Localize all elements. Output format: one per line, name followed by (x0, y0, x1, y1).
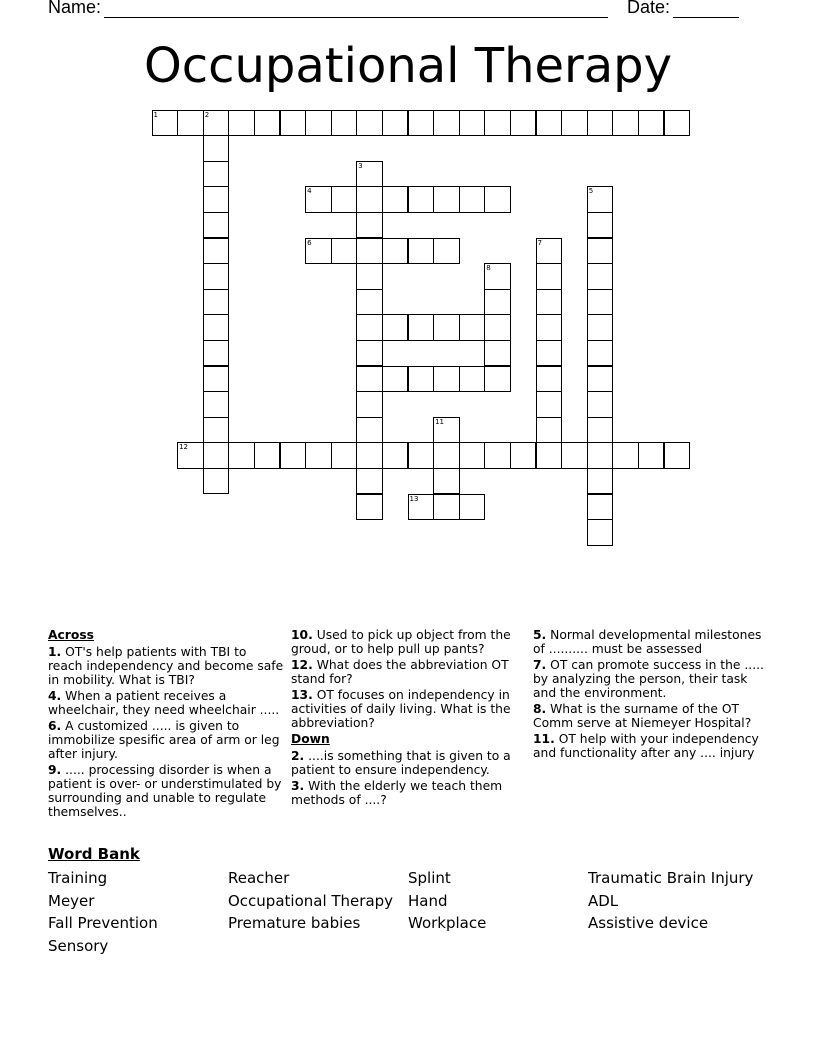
clue-number: 6 (307, 238, 312, 247)
crossword-cell[interactable] (536, 314, 563, 341)
clue-item (48, 645, 284, 687)
crossword-cell[interactable] (433, 238, 460, 265)
clue-text: OT help with your independency and functionality after any .... injury (533, 732, 759, 760)
word-bank-column-4 (588, 867, 753, 935)
clue-item (291, 658, 525, 686)
clue-num: 1. (48, 645, 62, 659)
crossword-cell[interactable] (536, 366, 563, 393)
date-label: Date: (627, 0, 671, 17)
word-bank-item: Hand (408, 891, 448, 910)
crossword-cell[interactable] (484, 314, 511, 341)
word-bank-item: Splint (408, 869, 451, 887)
clue-number: 13 (409, 494, 419, 503)
clue-text: What does the abbreviation OT stand for? (291, 658, 509, 686)
crossword-cell[interactable] (484, 186, 511, 213)
clue-text: When a patient receives a wheelchair, they need wheelchair ..... (48, 689, 280, 717)
crossword-cell[interactable] (664, 110, 691, 137)
word-bank-item: Fall Prevention (48, 914, 158, 933)
clue-text: ....is something that is given to a patient to ensure independency. (291, 749, 511, 777)
crossword-cell[interactable] (587, 314, 614, 341)
clues-column-2 (291, 628, 525, 809)
crossword-cell[interactable] (612, 110, 639, 137)
clue-number: 8 (486, 264, 491, 273)
crossword-cell[interactable] (305, 110, 332, 137)
word-bank-item: ADL (588, 891, 619, 910)
crossword-cell[interactable] (382, 110, 409, 137)
word-bank-item: Reacher (228, 869, 290, 887)
crossword-cell[interactable] (536, 289, 563, 316)
crossword-cell[interactable] (459, 366, 486, 393)
word-bank-item: Occupational Therapy (228, 891, 394, 910)
crossword-cell[interactable] (356, 110, 383, 137)
clue-number: 4 (307, 187, 312, 196)
crossword-cell[interactable] (203, 468, 230, 495)
crossword-cell[interactable] (203, 263, 230, 290)
clue-text: With the elderly we teach them methods of ....? (291, 779, 503, 807)
crossword-cell[interactable] (356, 238, 383, 265)
crossword-cell[interactable] (331, 186, 358, 213)
clue-item (291, 749, 525, 777)
crossword-cell[interactable] (484, 366, 511, 393)
name-label: Name: (48, 0, 102, 17)
crossword-cell[interactable] (587, 391, 614, 418)
name-field[interactable] (104, 17, 608, 18)
crossword-cell[interactable] (280, 442, 307, 469)
crossword-cell[interactable] (433, 468, 460, 495)
crossword-cell[interactable] (459, 110, 486, 137)
clues-column-3 (533, 628, 773, 762)
crossword-cell[interactable] (587, 110, 614, 137)
clue-num: 2. (291, 749, 305, 763)
clue-num: 3. (291, 779, 305, 793)
crossword-cell[interactable] (408, 238, 435, 265)
crossword-cell[interactable] (408, 314, 435, 341)
crossword-cell[interactable] (459, 314, 486, 341)
crossword-cell[interactable] (305, 238, 332, 265)
clue-text: OT can promote success in the ..... by analyzing the person, their task and the environment. (533, 658, 764, 700)
clue-item (533, 702, 773, 730)
crossword-cell[interactable] (203, 366, 230, 393)
crossword-cell[interactable] (536, 417, 563, 444)
crossword-cell[interactable] (587, 468, 614, 495)
crossword-cell[interactable] (484, 442, 511, 469)
crossword-cell[interactable] (254, 442, 281, 469)
word-bank-item: Workplace (408, 914, 487, 933)
crossword-cell[interactable] (561, 442, 588, 469)
clue-num: 5. (533, 628, 547, 642)
crossword-cell[interactable] (587, 263, 614, 290)
crossword-cell[interactable] (382, 186, 409, 213)
crossword-cell[interactable] (408, 494, 435, 521)
clue-number: 1 (153, 110, 158, 119)
crossword-cell[interactable] (433, 314, 460, 341)
word-bank-column-2 (228, 867, 393, 935)
crossword-cell[interactable] (356, 417, 383, 444)
crossword-cell[interactable] (203, 110, 230, 137)
crossword-cell[interactable] (587, 186, 614, 213)
across-heading: Across (48, 628, 94, 642)
crossword-cell[interactable] (356, 289, 383, 316)
word-bank-item: Premature babies (228, 914, 361, 933)
clue-item (533, 628, 773, 656)
date-field[interactable] (673, 17, 739, 18)
crossword-cell[interactable] (587, 442, 614, 469)
crossword-cell[interactable] (305, 186, 332, 213)
crossword-cell[interactable] (587, 519, 614, 546)
crossword-cell[interactable] (356, 263, 383, 290)
crossword-cell[interactable] (382, 238, 409, 265)
crossword-cell[interactable] (484, 340, 511, 367)
crossword-cell[interactable] (408, 110, 435, 137)
crossword-cell[interactable] (433, 186, 460, 213)
crossword-cell[interactable] (331, 110, 358, 137)
crossword-cell[interactable] (459, 494, 486, 521)
crossword-cell[interactable] (356, 314, 383, 341)
crossword-cell[interactable] (203, 289, 230, 316)
clue-text: What is the surname of the OT Comm serve at Niemeyer Hospital? (533, 702, 752, 730)
crossword-cell[interactable] (536, 238, 563, 265)
crossword-cell[interactable] (433, 494, 460, 521)
clue-text: ..... processing disorder is when a patient is over- or understimulated by surrounding and unable to regulate themselves.. (48, 763, 282, 819)
clue-item (533, 732, 773, 760)
word-bank-item: Traumatic Brain Injury (588, 869, 754, 887)
crossword-cell[interactable] (177, 110, 204, 137)
crossword-cell[interactable] (536, 340, 563, 367)
page-title: Occupational Therapy (143, 38, 673, 94)
crossword-cell[interactable] (664, 442, 691, 469)
clue-num: 10. (291, 628, 313, 642)
crossword-cell[interactable] (203, 391, 230, 418)
word-bank-title: Word Bank (48, 845, 140, 863)
crossword-cell[interactable] (203, 212, 230, 239)
clue-num: 11. (533, 732, 555, 746)
word-bank-item: Assistive device (588, 914, 709, 933)
crossword-cell[interactable] (484, 263, 511, 290)
crossword-cell[interactable] (433, 417, 460, 444)
crossword-cell[interactable] (587, 212, 614, 239)
clues-column-1 (48, 628, 284, 821)
crossword-cell[interactable] (228, 110, 255, 137)
clue-text: OT focuses on independency in activities of daily living. What is the abbreviation? (291, 688, 511, 730)
crossword-cell[interactable] (536, 110, 563, 137)
clue-item (291, 628, 525, 656)
crossword-cell[interactable] (382, 314, 409, 341)
crossword-cell[interactable] (587, 366, 614, 393)
crossword-cell[interactable] (228, 442, 255, 469)
crossword-cell[interactable] (612, 442, 639, 469)
crossword-cell[interactable] (356, 442, 383, 469)
clue-number: 2 (204, 110, 210, 119)
crossword-cell[interactable] (484, 289, 511, 316)
clue-number: 11 (435, 417, 445, 426)
clue-number: 3 (358, 161, 363, 170)
crossword-cell[interactable] (382, 442, 409, 469)
clue-item (48, 689, 284, 717)
clue-num: 6. (48, 719, 62, 733)
crossword-cell[interactable] (459, 186, 486, 213)
clue-num: 13. (291, 688, 313, 702)
crossword-cell[interactable] (587, 417, 614, 444)
clue-text: A customized ..... is given to immobilize spesific area of arm or leg after injury. (48, 719, 280, 761)
clue-num: 4. (48, 689, 62, 703)
clue-num: 12. (291, 658, 313, 672)
clue-item (48, 719, 284, 761)
clue-text: Used to pick up object from the groud, or to help pull up pants? (291, 628, 511, 656)
crossword-cell[interactable] (152, 110, 179, 137)
clue-item (291, 779, 525, 807)
crossword-cell[interactable] (254, 110, 281, 137)
clue-text: OT's help patients with TBI to reach independency and become safe in mobility. What is TBI? (48, 645, 284, 687)
clue-item (533, 658, 773, 700)
crossword-cell[interactable] (433, 366, 460, 393)
clue-text: Normal developmental milestones of .......... must be assessed (533, 628, 762, 656)
crossword-cell[interactable] (536, 263, 563, 290)
crossword-cell[interactable] (203, 442, 230, 469)
crossword-cell[interactable] (433, 110, 460, 137)
clue-num: 7. (533, 658, 547, 672)
crossword-cell[interactable] (331, 442, 358, 469)
crossword-cell[interactable] (408, 442, 435, 469)
crossword-cell[interactable] (510, 110, 537, 137)
crossword-cell[interactable] (561, 110, 588, 137)
crossword-cell[interactable] (356, 366, 383, 393)
clue-item (48, 763, 284, 819)
crossword-cell[interactable] (356, 340, 383, 367)
crossword-cell[interactable] (305, 442, 332, 469)
crossword-cell[interactable] (356, 468, 383, 495)
crossword-cell[interactable] (356, 186, 383, 213)
crossword-cell[interactable] (203, 161, 230, 188)
crossword-cell[interactable] (356, 494, 383, 521)
crossword-cell[interactable] (203, 340, 230, 367)
crossword-cell[interactable] (280, 110, 307, 137)
crossword-cell[interactable] (177, 442, 204, 469)
crossword-cell[interactable] (484, 110, 511, 137)
clue-number: 12 (179, 443, 189, 452)
crossword-cell[interactable] (356, 212, 383, 239)
word-bank-item: Training (48, 869, 108, 887)
clue-num: 8. (533, 702, 547, 716)
crossword-cell[interactable] (408, 366, 435, 393)
word-bank-column-3 (408, 867, 486, 935)
down-heading: Down (291, 732, 330, 746)
crossword-cell[interactable] (203, 314, 230, 341)
crossword-cell[interactable] (587, 289, 614, 316)
crossword-cell[interactable] (587, 340, 614, 367)
crossword-cell[interactable] (203, 135, 230, 162)
crossword-cell[interactable] (638, 442, 665, 469)
crossword-cell[interactable] (356, 161, 383, 188)
crossword-cell[interactable] (203, 186, 230, 213)
clue-item (291, 688, 525, 730)
crossword-cell[interactable] (638, 110, 665, 137)
crossword-cell[interactable] (331, 238, 358, 265)
crossword-cell[interactable] (459, 442, 486, 469)
word-bank-item: Sensory (48, 936, 109, 955)
word-bank-item: Meyer (48, 891, 95, 910)
word-bank-column-1 (48, 867, 158, 957)
crossword-cell[interactable] (433, 442, 460, 469)
crossword-cell[interactable] (408, 186, 435, 213)
crossword-cell[interactable] (536, 442, 563, 469)
crossword-cell[interactable] (587, 494, 614, 521)
clue-number: 5 (588, 187, 594, 196)
clue-number: 7 (537, 238, 542, 247)
crossword-cell[interactable] (536, 391, 563, 418)
crossword-cell[interactable] (356, 391, 383, 418)
crossword-cell[interactable] (203, 238, 230, 265)
clue-num: 9. (48, 763, 62, 777)
crossword-cell[interactable] (587, 238, 614, 265)
crossword-cell[interactable] (510, 442, 537, 469)
crossword-cell[interactable] (382, 366, 409, 393)
crossword-cell[interactable] (203, 417, 230, 444)
